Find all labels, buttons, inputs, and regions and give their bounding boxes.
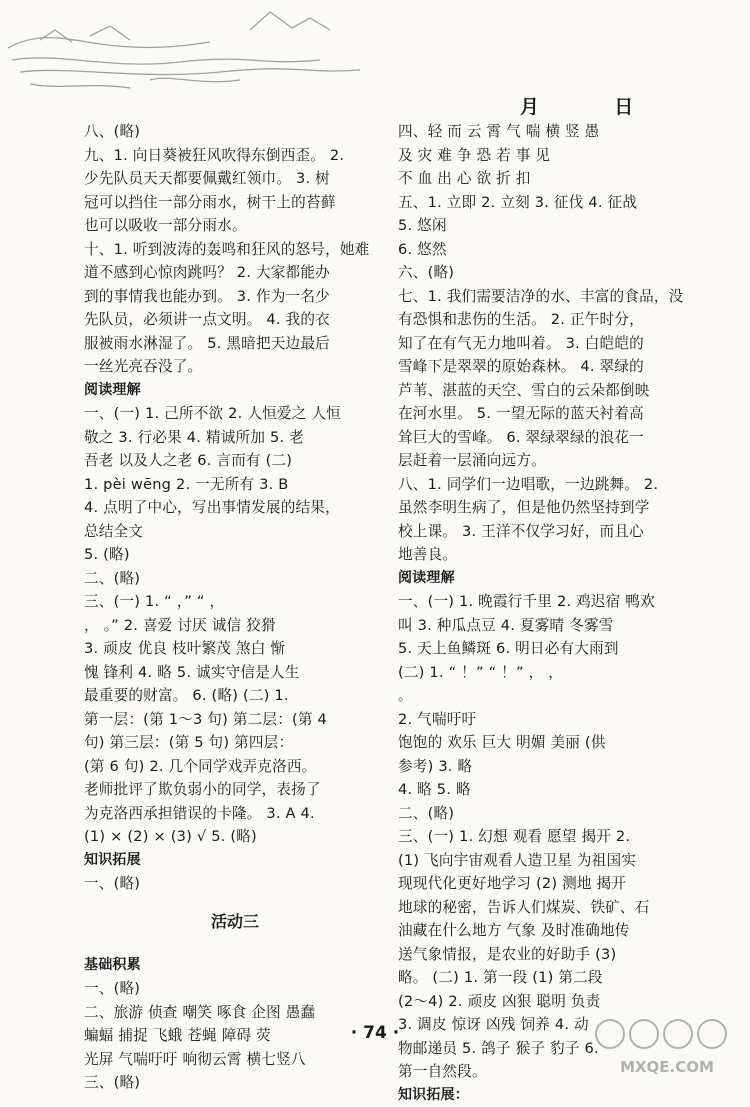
text-line: 一、(略)	[84, 977, 386, 1001]
text-line: 第一层：(第 1～3 句) 第二层：(第 4	[84, 708, 386, 732]
section-heading: 知识拓展：	[398, 1084, 706, 1107]
text-line: 四、轻 而 云 霄 气 喘 横 竖 愚	[398, 120, 706, 144]
text-line: 到的事情我也能办到。 3. 作为一名少	[84, 285, 386, 309]
text-line: 八、(略)	[84, 120, 386, 144]
text-line: 物邮递员 5. 鸽子 猴子 豹子 6.	[398, 1037, 706, 1061]
watermark-logo	[592, 1010, 742, 1080]
text-line: 总结全文	[84, 520, 386, 544]
text-line: 三、(略)	[84, 1071, 386, 1095]
text-line: 八、1. 同学们一边唱歌，一边跳舞。 2.	[398, 473, 706, 497]
text-line: 参考) 3. 略	[398, 755, 706, 779]
text-line: 4. 点明了中心，写出事情发展的结果，	[84, 496, 386, 520]
section-heading: 阅读理解	[398, 567, 706, 591]
text-line: 3. 调皮 惊讶 凶残 饲养 4. 动	[398, 1013, 706, 1037]
text-line: 5. (略)	[84, 543, 386, 567]
text-line: 及 灾 难 争 恐 若 事 见	[398, 144, 706, 168]
day-label: 日	[614, 92, 635, 119]
text-line: (2～4) 2. 顽皮 凶狠 聪明 负责	[398, 990, 706, 1014]
text-line: 在河水里。 5. 一望无际的蓝天衬着高	[398, 402, 706, 426]
text-line: 也可以吸收一部分雨水。	[84, 214, 386, 238]
text-line: 少先队员天天都要佩戴红领巾。 3. 树	[84, 167, 386, 191]
text-line: 吾老 以及人之老 6. 言而有 (二)	[84, 449, 386, 473]
text-line: 句) 第三层：(第 5 句) 第四层：	[84, 731, 386, 755]
text-line: 有恐惧和悲伤的生活。 2. 正午时分，	[398, 308, 706, 332]
text-line: (第 6 句) 2. 几个同学戏弄克洛西。	[84, 755, 386, 779]
text-line: 层赶着一层涌向远方。	[398, 449, 706, 473]
text-line: 5. 天上鱼鳞斑 6. 明日必有大雨到	[398, 637, 706, 661]
text-line: 现现代化更好地学习 (2) 测地 揭开	[398, 872, 706, 896]
text-line: 二、旅游 侦查 嘲笑 啄食 企图 愚蠢	[84, 1001, 386, 1025]
text-line: 敬之 3. 行必果 4. 精诚所加 5. 老	[84, 426, 386, 450]
text-line: 5. 悠闲	[398, 214, 706, 238]
text-line: 雪峰下是翠翠的原始森林。 4. 翠绿的	[398, 355, 706, 379]
text-line: 油藏在什么地方 气象 及时准确地传	[398, 919, 706, 943]
text-line: 不 血 出 心 欲 折 扣	[398, 167, 706, 191]
text-line: 一、(略)	[84, 872, 386, 896]
right-column	[398, 120, 706, 1107]
text-line: 二、(略)	[398, 802, 706, 826]
text-line: 送气象情报，是农业的好助手 (3)	[398, 943, 706, 967]
text-line: 道不感到心惊肉跳吗？ 2. 大家都能办	[84, 261, 386, 285]
text-line: 一丝光亮吞没了。	[84, 355, 386, 379]
text-line: 饱饱的 欢乐 巨大 明媚 美丽 (供	[398, 731, 706, 755]
text-line: 蝙蝠 捕捉 飞蛾 苍蝇 障碍 荧	[84, 1024, 386, 1048]
text-line: 服被雨水淋湿了。 5. 黑暗把天边最后	[84, 332, 386, 356]
text-line: 知了在有气无力地叫着。 3. 白皑皑的	[398, 332, 706, 356]
text-line: 校上课。 3. 王洋不仅学习好，而且心	[398, 520, 706, 544]
text-line: 光屏 气喘吁吁 响彻云霄 横七竖八	[84, 1048, 386, 1072]
text-line: 第一自然段。	[398, 1060, 706, 1084]
text-line: 芦苇、湛蓝的天空、雪白的云朵都倒映	[398, 379, 706, 403]
text-line: 先队员，必须讲一点文明。 4. 我的衣	[84, 308, 386, 332]
section-heading: 基础积累	[84, 954, 386, 978]
text-line: 十、1. 听到波涛的轰鸣和狂风的怒号，她难	[84, 238, 386, 262]
text-line: 最重要的财富。 6. (略) (二) 1.	[84, 684, 386, 708]
text-line: 九、1. 向日葵被狂风吹得东倒西歪。 2.	[84, 144, 386, 168]
text-line: 4. 略 5. 略	[398, 778, 706, 802]
text-line: 一、(一) 1. 己所不欲 2. 人恒爱之 人恒	[84, 402, 386, 426]
left-column	[84, 120, 386, 1095]
text-line: 老师批评了欺负弱小的同学，表扬了	[84, 778, 386, 802]
date-header	[520, 92, 635, 119]
text-line: 。	[398, 684, 706, 708]
text-line: ， 。” 2. 喜爱 讨厌 诚信 狡猾	[84, 614, 386, 638]
text-line: 虽然李明生病了，但是他仍然坚持到学	[398, 496, 706, 520]
text-line: (二) 1. “ ！” “ ！” ， ，	[398, 661, 706, 685]
text-line: 一、(一) 1. 晚霞行千里 2. 鸡迟宿 鸭欢	[398, 590, 706, 614]
text-line: 3. 顽皮 优良 枝叶繁茂 煞白 惭	[84, 637, 386, 661]
section-heading: 阅读理解	[84, 379, 386, 403]
text-line: 6. 悠然	[398, 238, 706, 262]
text-line: 略。 (二) 1. 第一段 (1) 第二段	[398, 966, 706, 990]
text-line: 五、1. 立即 2. 立刻 3. 征伐 4. 征战	[398, 191, 706, 215]
text-line: 地球的秘密，告诉人们煤炭、铁矿、石	[398, 896, 706, 920]
text-line: 二、(略)	[84, 567, 386, 591]
text-line: 七、1. 我们需要洁净的水、丰富的食品，没	[398, 285, 706, 309]
section-title: 活动三	[84, 910, 386, 934]
text-line: 1. pèi wēng 2. 一无所有 3. B	[84, 473, 386, 497]
section-heading: 知识拓展	[84, 849, 386, 873]
text-line: 冠可以挡住一部分雨水，树干上的苔藓	[84, 191, 386, 215]
text-line: 愧 锋利 4. 略 5. 诚实守信是人生	[84, 661, 386, 685]
text-line: 为克洛西承担错误的卡隆。 3. A 4.	[84, 802, 386, 826]
text-line: 耸巨大的雪峰。 6. 翠绿翠绿的浪花一	[398, 426, 706, 450]
page-number: · 74 ·	[0, 1023, 750, 1043]
decorative-sketch-image	[0, 0, 400, 110]
text-line: (1) 飞向宇宙观看人造卫星 为祖国实	[398, 849, 706, 873]
text-line: (1) × (2) × (3) √ 5. (略)	[84, 825, 386, 849]
text-line: 地善良。	[398, 543, 706, 567]
text-line: 六、(略)	[398, 261, 706, 285]
text-line: 三、(一) 1. “ ，” “ ，	[84, 590, 386, 614]
text-line: 三、(一) 1. 幻想 观看 愿望 揭开 2.	[398, 825, 706, 849]
month-label: 月	[520, 92, 541, 119]
text-line: 叫 3. 种瓜点豆 4. 夏雾晴 冬雾雪	[398, 614, 706, 638]
text-line: 2. 气喘吁吁	[398, 708, 706, 732]
svg-text:MXQE.COM: MXQE.COM	[620, 1058, 714, 1076]
